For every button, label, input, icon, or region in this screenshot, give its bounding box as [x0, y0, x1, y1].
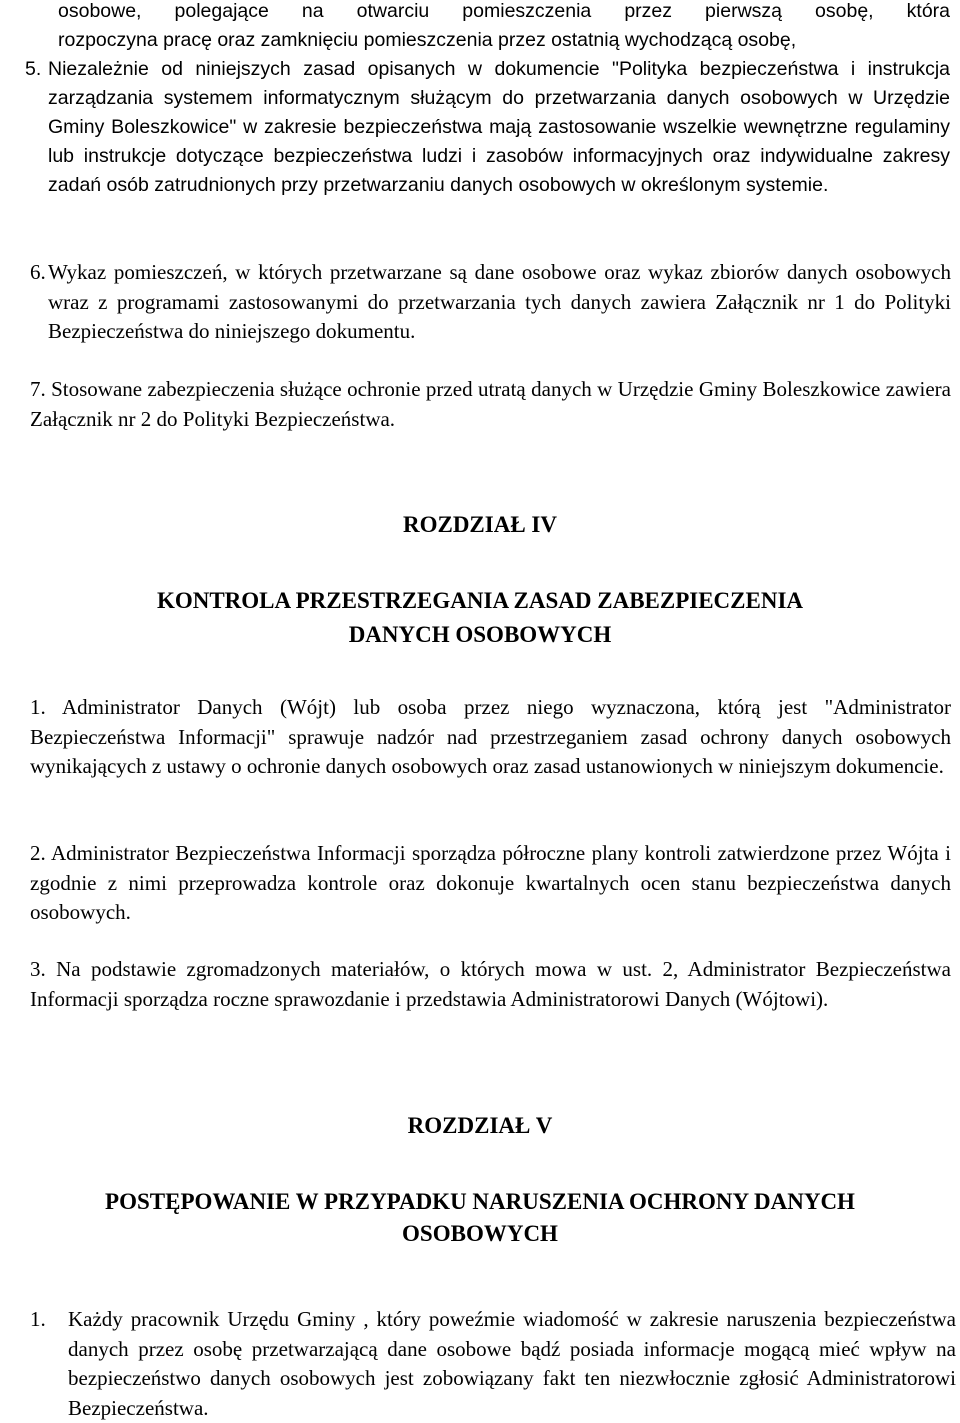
chapter-4-item-2: 2. Administrator Bezpieczeństwa Informacji sporządza półroczne plany kontroli zatwierdzone przez Wójta i zgodnie z nimi przeprowadza kontrole oraz dokonuje kwartalnych ocen stanu bezpieczeństwa danych osobowych. — [30, 841, 951, 924]
item-5-text: Niezależnie od niniejszych zasad opisanych w dokumencie "Polityka bezpieczeństwa i instrukcja zarządzania systemem informatycznym służącym do przetwarzania danych osobowych w Urzędzie Gminy Boleszkowice" w zakresie bezpieczeństwa mają zastosowanie wszelkie wewnętrzne regulaminy lub instrukcje dotyczące bezpieczeństwa ludzi i zasobów informacyjnych oraz indywidualne zakresy zadań osób zatrudnionych przy przetwarzaniu danych osobowych w określonym systemie. — [48, 58, 950, 196]
chapter-5-item-1-text: Każdy pracownik Urzędu Gminy , który poweźmie wiadomość w zakresie naruszenia bezpieczeństwa danych przez osobę przetwarzającą dane osobowe bądź posiada informacje mogącą mieć wpływ na bezpieczeństwo danych osobowych jest zobowiązany fakt ten niezwłocznie zgłosić Administratorowi Bezpieczeństwa. — [68, 1307, 956, 1420]
chapter-4-title-line-1: KONTROLA PRZESTRZEGANIA ZASAD ZABEZPIECZENIA — [156, 588, 804, 613]
item-6 — [30, 258, 951, 347]
item-5-number: 5. — [25, 58, 42, 80]
chapter-4-title-line-2: DANYCH OSOBOWYCH — [348, 622, 612, 647]
chapter-4-label: ROZDZIAŁ IV — [402, 512, 557, 537]
continuation-line-2: rozpoczyna pracę oraz zamknięciu pomieszczenia przez ostatnią wychodzącą osobę, — [58, 29, 797, 51]
item-6-text: Wykaz pomieszczeń, w których przetwarzane są dane osobowe oraz wykaz zbiorów danych osobowych wraz z programami zastosowanymi do przetwarzania tych danych zawiera Załącznik nr 1 do Polityki Bezpieczeństwa do niniejszego dokumentu. — [48, 260, 951, 343]
chapter-4-item-3: 3. Na podstawie zgromadzonych materiałów, o których mowa w ust. 2, Administrator Bezpieczeństwa Informacji sporządza roczne sprawozdanie i przedstawia Administratorowi Danych (Wójtowi). — [30, 957, 951, 1011]
chapter-5-item-1 — [30, 1305, 956, 1423]
chapter-4-item-1: 1. Administrator Danych (Wójt) lub osoba przez niego wyznaczona, którą jest "Administrator Bezpieczeństwa Informacji" sprawuje nadzór nad przestrzeganiem zasad ochrony danych osobowych wynikających z ustawy o ochronie danych osobowych oraz zasad ustanowionych w niniejszym dokumencie. — [30, 695, 951, 778]
item-6-number: 6. — [30, 260, 46, 284]
chapter-5-title-line-2: OSOBOWYCH — [402, 1221, 558, 1246]
item-7: 7. Stosowane zabezpieczenia służące ochronie przed utratą danych w Urzędzie Gminy Boleszkowice zawiera Załącznik nr 2 do Polityki Bezpieczeństwa. — [30, 377, 951, 431]
item-5 — [25, 55, 950, 200]
chapter-5-item-1-number: 1. — [30, 1307, 46, 1331]
continuation-line-1: osobowe, polegające na otwarciu pomieszczenia przez pierwszą osobę, która — [58, 0, 950, 22]
chapter-5-title-line-1: POSTĘPOWANIE W PRZYPADKU NARUSZENIA OCHRONY DANYCH — [105, 1189, 855, 1214]
chapter-5-label: ROZDZIAŁ V — [407, 1113, 553, 1138]
